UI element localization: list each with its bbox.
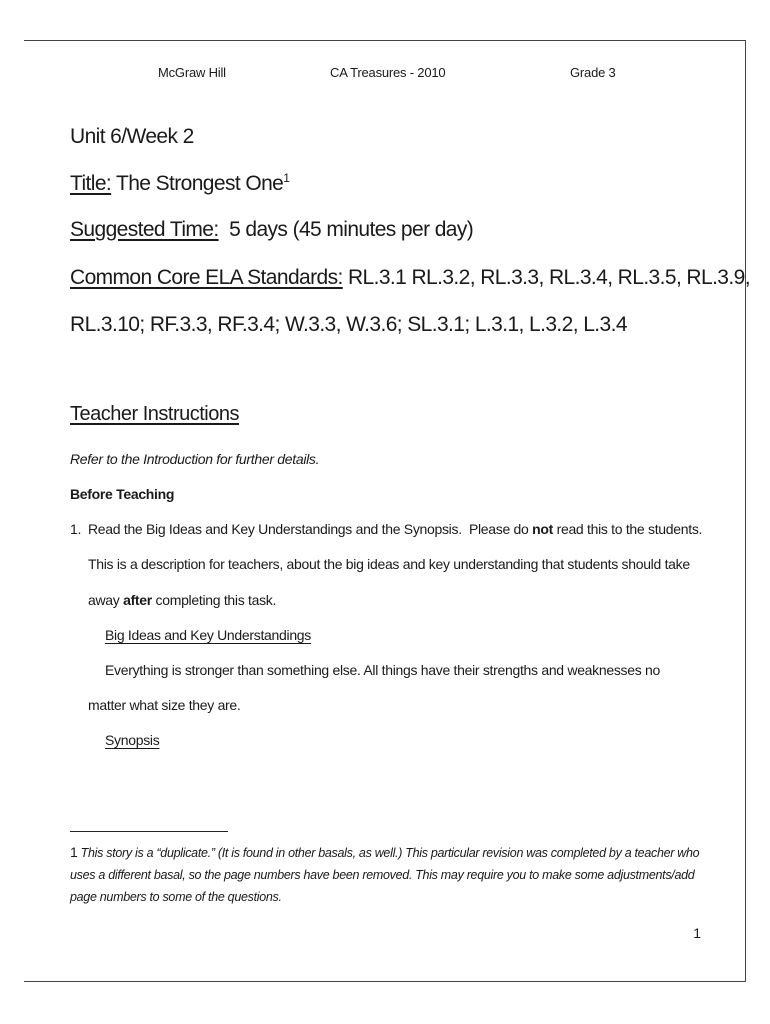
standards-line-1 — [70, 266, 750, 290]
standards-list-1: RL.3.1 RL.3.2, RL.3.3, RL.3.4, RL.3.5, RL.3.9, — [342, 266, 750, 289]
standards-label: Common Core ELA Standards: — [70, 266, 343, 289]
suggested-time-label: Suggested Time: — [70, 218, 219, 241]
suggested-time-line — [70, 218, 473, 242]
item-1-line-3 — [88, 592, 276, 608]
footnote-text: This story is a “duplicate.” (It is found in other basals, as well.) This particular revision was completed by a teacher who uses a different basal, so the page numbers have been removed. This may require you to make some adjustments/add page numbers to some of the questions. — [70, 846, 700, 904]
item-1-bold-after: after — [123, 592, 152, 608]
page-number: 1 — [693, 925, 701, 941]
big-ideas-line-1: Everything is stronger than something else. All things have their strengths and weaknesses no — [105, 662, 660, 678]
before-teaching-heading: Before Teaching — [70, 486, 175, 502]
header-publisher: McGraw Hill — [158, 65, 226, 80]
teacher-instructions-heading: Teacher Instructions — [70, 403, 239, 425]
footnote-reference: 1 — [283, 171, 290, 185]
item-1-bold-not: not — [532, 521, 553, 537]
item-1-line-1 — [88, 521, 702, 537]
synopsis-heading: Synopsis — [105, 732, 160, 748]
item-1-line-3-a: away — [88, 592, 124, 608]
item-1-text-a: Read the Big Ideas and Key Understandings and the Synopsis. Please do — [88, 521, 533, 537]
title-value: The Strongest One — [111, 172, 284, 195]
item-1-text-b: read this to the students. — [553, 521, 703, 537]
title-line — [70, 171, 289, 196]
unit-heading: Unit 6/Week 2 — [70, 125, 194, 148]
footnote-number: 1 — [70, 844, 78, 860]
item-1-line-2: This is a description for teachers, about the big ideas and key understanding that students should take — [88, 556, 690, 572]
big-ideas-line-2: matter what size they are. — [88, 697, 241, 713]
header-grade: Grade 3 — [570, 65, 616, 80]
item-1-line-3-b: completing this task. — [151, 592, 277, 608]
document-page — [24, 40, 750, 982]
big-ideas-heading: Big Ideas and Key Understandings — [105, 627, 311, 643]
suggested-time-value: 5 days (45 minutes per day) — [218, 218, 474, 241]
item-1-number: 1. — [70, 521, 82, 537]
footnote — [70, 841, 710, 908]
title-label: Title: — [70, 172, 112, 195]
standards-line-2: RL.3.10; RF.3.3, RF.3.4; W.3.3, W.3.6; SL.3.1; L.3.1, L.3.2, L.3.4 — [70, 313, 627, 336]
header-series: CA Treasures - 2010 — [330, 65, 446, 80]
refer-note: Refer to the Introduction for further details. — [70, 451, 320, 467]
footnote-divider — [70, 831, 228, 832]
